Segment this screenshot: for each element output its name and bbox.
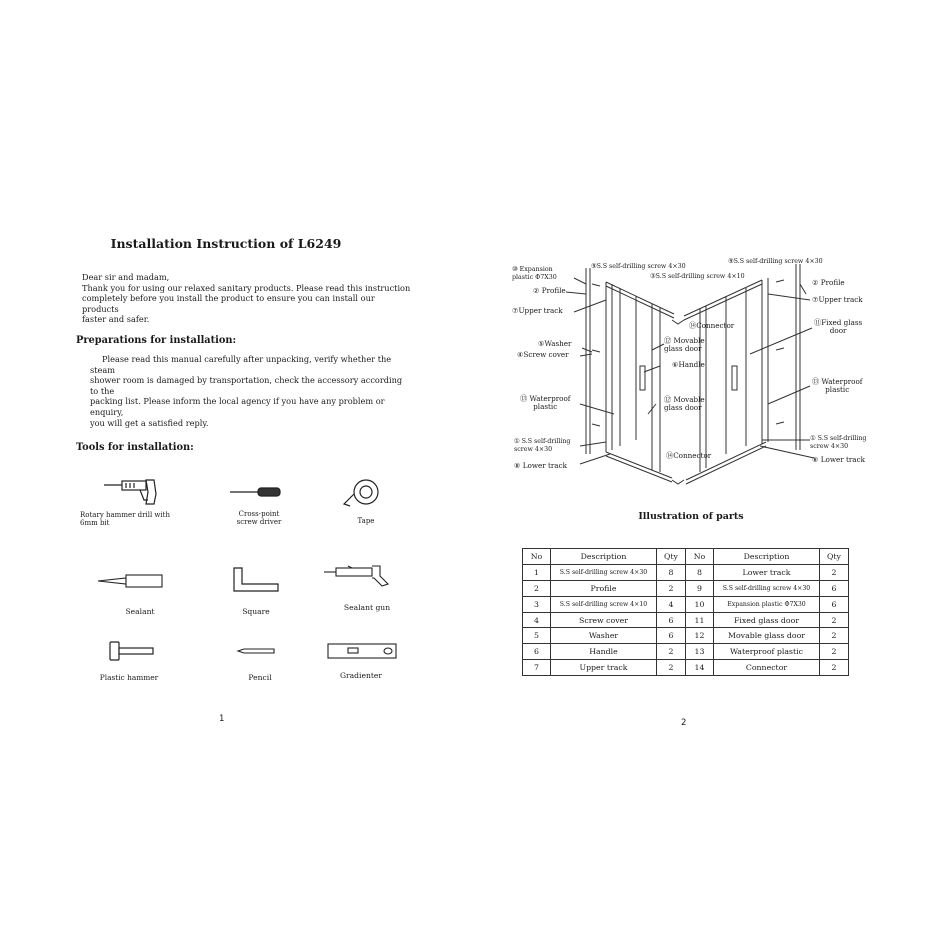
table-row — [523, 628, 849, 644]
label-connector-bottom: ⑭Connector — [666, 451, 712, 460]
intro-line: faster and safer. — [82, 314, 150, 325]
table-cell-no: 5 — [523, 628, 551, 644]
table-cell-desc: Profile — [551, 580, 657, 596]
table-cell-no: 6 — [523, 644, 551, 660]
table-cell-qty: 2 — [657, 660, 686, 676]
table-cell-desc: Upper track — [551, 660, 657, 676]
table-cell-no: 13 — [686, 644, 714, 660]
gradienter-icon — [326, 640, 398, 662]
table-cell-no: 1 — [523, 564, 551, 580]
header-qty: Qty — [657, 549, 686, 565]
table-cell-desc: Screw cover — [551, 612, 657, 628]
intro-paragraph — [82, 272, 412, 325]
table-cell-qty: 8 — [657, 564, 686, 580]
table-cell-qty: 6 — [820, 580, 849, 596]
header-qty: Qty — [820, 549, 849, 565]
label-connector-top: ⑭Connector — [689, 321, 735, 330]
intro-line: Thank you for using our relaxed sanitary products. Please read this instruction — [82, 282, 411, 293]
tool-label-plastic-hammer: Plastic hammer — [99, 673, 159, 682]
tool-label-drill: Rotary hammer drill with 6mm bit — [80, 511, 170, 527]
header-no: No — [686, 549, 714, 565]
label-screw-bottom-right: ① S.S self-drilling screw 4×30 — [810, 435, 867, 450]
label-upper-track-left: ⑦Upper track — [512, 306, 563, 315]
table-cell-desc: Handle — [551, 644, 657, 660]
table-cell-no: 10 — [686, 596, 714, 612]
table-cell-qty: 6 — [820, 596, 849, 612]
label-movable-glass-door-top: ⑫ Movable glass door — [664, 336, 705, 354]
preparations-line: shower room is damaged by transportation, check the accessory according to the — [90, 375, 403, 396]
table-cell-desc: Fixed glass door — [714, 612, 820, 628]
table-cell-qty: 6 — [657, 628, 686, 644]
label-screw-top-left: ⑨S.S self-drilling screw 4×30 — [591, 263, 686, 270]
table-cell-no: 2 — [523, 580, 551, 596]
table-row — [523, 660, 849, 676]
table-cell-desc: S.S self-drilling screw 4×10 — [551, 596, 657, 612]
table-row — [523, 564, 849, 580]
table-cell-qty: 6 — [657, 612, 686, 628]
header-description: Description — [551, 549, 657, 565]
preparations-heading: Preparations for installation: — [76, 335, 237, 346]
label-waterproof-plastic-right: ⑬ Waterproof plastic — [812, 377, 863, 395]
pencil-icon — [236, 646, 276, 656]
table-cell-no: 4 — [523, 612, 551, 628]
table-cell-desc: S.S self-drilling screw 4×30 — [551, 564, 657, 580]
tape-icon — [340, 476, 384, 510]
table-cell-no: 14 — [686, 660, 714, 676]
label-lower-track-right: ⑧ Lower track — [812, 455, 865, 464]
table-cell-qty: 2 — [820, 644, 849, 660]
tools-heading: Tools for installation: — [76, 442, 194, 453]
table-cell-no: 12 — [686, 628, 714, 644]
table-cell-qty: 4 — [657, 596, 686, 612]
table-header-row — [523, 549, 849, 565]
table-cell-qty: 2 — [820, 628, 849, 644]
label-profile-left: ② Profile — [533, 286, 566, 295]
label-screw-top-right: ⑨S.S self-drilling screw 4×30 — [728, 258, 823, 265]
label-waterproof-plastic-left: ⑬ Waterproof plastic — [520, 394, 571, 412]
table-cell-qty: 2 — [657, 580, 686, 596]
label-handle: ⑥Handle — [672, 360, 705, 369]
header-no: No — [523, 549, 551, 565]
label-screw-bottom-left: ① S.S self-drilling screw 4×30 — [514, 438, 571, 453]
tool-label-sealant: Sealant — [125, 607, 155, 616]
table-cell-qty: 2 — [820, 612, 849, 628]
table-cell-desc: Movable glass door — [714, 628, 820, 644]
screwdriver-icon — [228, 484, 284, 500]
preparations-line: Please read this manual carefully after unpacking, verify whether the steam — [90, 354, 392, 375]
table-row — [523, 580, 849, 596]
tool-label-sealant-gun: Sealant gun — [343, 603, 391, 612]
tool-label-tape: Tape — [357, 517, 375, 525]
preparations-line: packing list. Please inform the local agency if you have any problem or enquiry, — [90, 396, 385, 417]
label-movable-glass-door-bottom: ⑫ Movable glass door — [664, 395, 705, 413]
preparations-paragraph — [90, 354, 412, 428]
tool-label-screwdriver: Cross-point screw driver — [236, 510, 282, 526]
page-number-1: 1 — [219, 714, 225, 724]
preparations-line: you will get a satisfied reply. — [90, 417, 209, 428]
sealant-icon — [96, 570, 166, 590]
tool-label-square: Square — [242, 607, 270, 616]
intro-line: Dear sir and madam, — [82, 272, 170, 282]
table-cell-no: 9 — [686, 580, 714, 596]
table-cell-qty: 2 — [820, 660, 849, 676]
label-washer: ⑤Washer — [538, 339, 572, 348]
table-cell-no: 7 — [523, 660, 551, 676]
illustration-title: Illustration of parts — [638, 511, 744, 522]
table-cell-desc: Waterproof plastic — [714, 644, 820, 660]
square-icon — [232, 566, 282, 594]
label-profile-right: ② Profile — [812, 278, 845, 287]
table-cell-no: 11 — [686, 612, 714, 628]
label-fixed-glass-door: ⑪Fixed glass door — [814, 318, 863, 336]
page-number-2: 2 — [681, 718, 687, 728]
label-screw-4x10: ③S.S self-drilling screw 4×10 — [650, 273, 745, 280]
table-row — [523, 644, 849, 660]
label-screw-cover: ④Screw cover — [517, 350, 569, 359]
label-lower-track-left: ⑧ Lower track — [514, 461, 567, 470]
tool-label-gradienter: Gradienter — [339, 671, 383, 680]
hammer-icon — [108, 640, 158, 664]
table-cell-qty: 2 — [820, 564, 849, 580]
parts-table — [522, 548, 849, 676]
table-cell-desc: S.S self-drilling screw 4×30 — [714, 580, 820, 596]
table-row — [523, 612, 849, 628]
table-cell-no: 8 — [686, 564, 714, 580]
table-cell-desc: Washer — [551, 628, 657, 644]
table-cell-desc: Expansion plastic Φ7X30 — [714, 596, 820, 612]
table-cell-desc: Connector — [714, 660, 820, 676]
table-cell-qty: 2 — [657, 644, 686, 660]
page-title: Installation Instruction of L6249 — [110, 236, 342, 251]
table-cell-desc: Lower track — [714, 564, 820, 580]
label-expansion-plastic: ⑩ Expansion plastic Φ7X30 — [512, 266, 557, 281]
tool-label-pencil: Pencil — [248, 673, 272, 682]
drill-icon — [100, 474, 162, 508]
header-description: Description — [714, 549, 820, 565]
label-upper-track-right: ⑦Upper track — [812, 295, 863, 304]
table-row — [523, 596, 849, 612]
table-cell-no: 3 — [523, 596, 551, 612]
intro-line: completely before you install the product to ensure you can install our products — [82, 293, 375, 314]
sealant-gun-icon — [322, 562, 392, 588]
